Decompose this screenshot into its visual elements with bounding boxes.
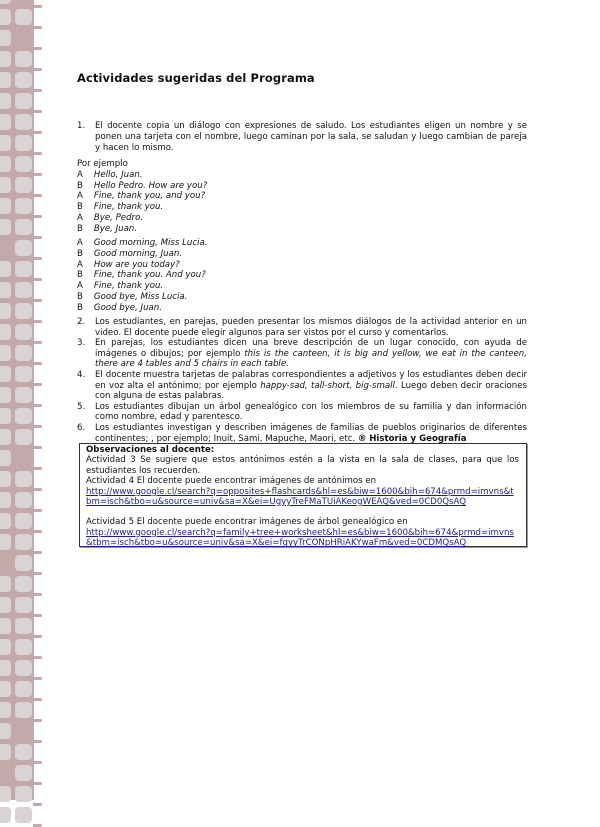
strip-cell [0, 261, 11, 277]
activity-text: Los estudiantes, en parejas, pueden presentar los mismos diálogos de la actividad anterior en un video. El docente puede elegir algunos para ser vistos por el curso y comentarlos. [95, 317, 527, 338]
strip-notch [33, 446, 42, 449]
strip-cell [15, 282, 32, 298]
strip-cell [15, 429, 32, 445]
strip-cell [0, 639, 11, 655]
activity-list-part-2 [77, 317, 527, 444]
strip-cell [15, 303, 32, 319]
strip-cell [15, 9, 32, 25]
teacher-notes-heading: Observaciones al docente: [86, 445, 215, 455]
strip-notch [33, 635, 42, 638]
activity-number: 4. [77, 369, 86, 380]
strip-cell [15, 576, 32, 592]
activity-text: En parejas, los estudiantes dicen una breve descripción de un lugar conocido, con ayuda de imágenes o dibujos; por ejemplo [95, 338, 527, 359]
strip-notch [33, 362, 42, 365]
strip-cell [15, 198, 32, 214]
strip-cell [0, 450, 11, 466]
page-title: Actividades sugeridas del Programa [77, 71, 315, 85]
strip-cell [15, 471, 32, 487]
strip-cell [15, 492, 32, 508]
strip-cell [0, 534, 11, 550]
family-tree-images-link[interactable]: http://www.google.cl/search?q=family+tree+worksheet&hl=es&biw=1600&bih=674&prmd=imvns&tbm=isch&tbo=u&source=univ&sa=X&ei=fgyyTrCONpHRiAKYwaFm&ved=0CDMQsAQ [86, 527, 514, 549]
activity-text: El docente copia un diálogo con expresiones de saludo. Los estudiantes eligen un nombre y se ponen una tarjeta con el nombre, luego caminan por la sala, se saludan y luego cambian de pareja y hacen lo mismo. [95, 121, 527, 153]
dialog-line: A Good morning, Miss Lucia. [77, 238, 208, 248]
strip-notch [33, 5, 42, 8]
strip-cell [15, 513, 32, 529]
dialog-line: B Hello Pedro. How are you? [77, 180, 208, 191]
strip-cell [15, 366, 32, 382]
dialog-line: B Good morning, Juan. [77, 248, 183, 259]
strip-cell [0, 72, 11, 88]
strip-cell [0, 51, 11, 67]
strip-cell [0, 0, 11, 4]
strip-cell [0, 576, 11, 592]
strip-cell [0, 408, 11, 424]
strip-cell [15, 114, 32, 130]
strip-cell [0, 660, 11, 676]
strip-notch [33, 656, 42, 659]
note-activity-5: Actividad 5 El docente puede encontrar imágenes de árbol genealógico en [86, 517, 408, 528]
strip-cell [15, 639, 32, 655]
strip-cell [15, 219, 32, 235]
strip-cell [15, 324, 32, 340]
strip-notch [33, 698, 42, 701]
strip-cell [15, 177, 32, 193]
activity-example-italic: happy-sad, tall-short, big-small [260, 380, 395, 391]
strip-cell [15, 555, 32, 571]
strip-notch [33, 782, 42, 785]
dialog-line: B Fine, thank you. [77, 202, 164, 213]
strip-notch [33, 47, 42, 50]
activity-text: . Luego deben decir oraciones con alguna de estas palabras. [95, 380, 527, 402]
strip-cell [15, 156, 32, 172]
activity-item-3 [77, 338, 527, 370]
strip-cell [15, 72, 32, 88]
strip-cell [0, 702, 11, 718]
strip-cell [0, 492, 11, 508]
strip-cell [15, 261, 32, 277]
dialog-line: A Fine, thank you. [77, 281, 164, 292]
activity-item-4 [77, 370, 527, 402]
activity-list-part-1 [77, 121, 527, 153]
strip-cell [0, 156, 11, 172]
strip-cell [0, 198, 11, 214]
strip-notch [33, 551, 42, 554]
activity-example-italic: this is the canteen, it is big and yellow, we eat in the canteen, there are 4 tables and 5 chairs in each table. [95, 348, 527, 370]
strip-notch [33, 530, 42, 533]
strip-cell [0, 324, 11, 340]
strip-cell [0, 30, 11, 46]
strip-cell [0, 618, 11, 634]
strip-cell [0, 177, 11, 193]
strip-cell [0, 471, 11, 487]
activity-item-2 [77, 317, 527, 338]
strip-notch [33, 803, 42, 806]
strip-notch [33, 341, 42, 344]
strip-notch [33, 761, 42, 764]
strip-notch [33, 257, 42, 260]
strip-cell [15, 534, 32, 550]
subject-reference: Historia y Geografía [369, 433, 467, 444]
strip-cell [0, 597, 11, 613]
activity-text: El docente muestra tarjetas de palabras correspondientes a adjetivos y los estudiantes deben decir en voz alta el antónimo; por ejemplo [95, 369, 527, 391]
strip-notch [33, 320, 42, 323]
dialog-example-1 [77, 159, 207, 235]
activity-item-6 [77, 423, 527, 444]
strip-notch [33, 404, 42, 407]
strip-notch [33, 68, 42, 71]
strip-cell [0, 93, 11, 109]
activity-item-1 [77, 121, 527, 153]
strip-cell [0, 513, 11, 529]
dialog-line: B Good bye, Juan. [77, 302, 162, 313]
strip-notch [33, 299, 42, 302]
strip-cell [0, 681, 11, 697]
dialog-line: B Bye, Juan. [77, 223, 138, 234]
strip-notch [33, 383, 42, 386]
activity-number: 5. [77, 401, 86, 412]
strip-cell [15, 681, 32, 697]
teacher-notes-content [86, 445, 519, 549]
strip-notch [33, 131, 42, 134]
strip-cell [0, 9, 11, 25]
strip-notch [33, 152, 42, 155]
strip-cell [0, 135, 11, 151]
strip-notch [33, 236, 42, 239]
strip-notch [33, 215, 42, 218]
strip-cell [15, 702, 32, 718]
strip-cell [0, 387, 11, 403]
activity-text: Los estudiantes dibujan un árbol genealógico con los miembros de su familia y dan información como nombre, edad y parentesco. [95, 401, 527, 423]
dialog-line: A Fine, thank you, and you? [77, 191, 206, 202]
strip-cell [0, 282, 11, 298]
strip-notch [33, 572, 42, 575]
strip-cell [15, 345, 32, 361]
strip-cell [0, 303, 11, 319]
strip-cell [15, 744, 32, 760]
strip-notch [33, 89, 42, 92]
activity-text: Los estudiantes investigan y describen imágenes de familias de pueblos originarios de diferentes continentes; , por ejemplo; Inuit, Sami, Mapuche, Maori, etc. [95, 422, 527, 444]
dialog-line: B Good bye, Miss Lucia. [77, 291, 188, 302]
strip-notch [33, 488, 42, 491]
dialog-line: A Hello, Juan. [77, 169, 143, 180]
dialog-line: A How are you today? [77, 259, 180, 270]
strip-cell [0, 807, 11, 823]
example-label: Por ejemplo [77, 159, 128, 169]
antonyms-images-link[interactable]: http://www.google.cl/search?q=opposites+flashcards&hl=es&biw=1600&bih=674&prmd=imvns&tbm=isch&tbo=u&source=univ&sa=X&ei=UgyyTreFMaTUiAKeogWEAQ&ved=0CD0QsAQ [86, 486, 514, 508]
strip-cell [15, 408, 32, 424]
activity-number: 2. [77, 317, 86, 327]
strip-cell [0, 723, 11, 739]
strip-notch [33, 719, 42, 722]
strip-cell [0, 366, 11, 382]
strip-notch [33, 173, 42, 176]
strip-notch [33, 26, 42, 29]
strip-notch [33, 278, 42, 281]
decorative-binder-strip [0, 0, 34, 800]
activity-number: 6. [77, 422, 86, 433]
strip-cell [0, 744, 11, 760]
strip-cell [15, 93, 32, 109]
strip-cell [15, 240, 32, 256]
strip-notch [33, 614, 42, 617]
strip-notch [33, 677, 42, 680]
strip-notch [33, 110, 42, 113]
strip-cell [15, 387, 32, 403]
strip-notch [33, 425, 42, 428]
activity-number: 1. [77, 121, 86, 131]
strip-notch [33, 467, 42, 470]
strip-cell [0, 219, 11, 235]
strip-cell [15, 660, 32, 676]
strip-cell [0, 114, 11, 130]
dialog-line: A Bye, Pedro. [77, 212, 144, 223]
strip-notch [33, 593, 42, 596]
strip-notch [33, 509, 42, 512]
strip-cell [0, 429, 11, 445]
subject-link-icon: ® [357, 433, 367, 444]
strip-notch [33, 740, 42, 743]
strip-cell [0, 345, 11, 361]
strip-cell [15, 765, 32, 781]
note-activity-3: Actividad 3 Se sugiere que estos antónimos estén a la vista en la sala de clases, para que los estudiantes los recuerden. [86, 455, 519, 476]
strip-cell [15, 618, 32, 634]
strip-cell [15, 597, 32, 613]
strip-cell [15, 51, 32, 67]
strip-notch [33, 194, 42, 197]
activity-number: 3. [77, 338, 86, 349]
strip-cell [15, 135, 32, 151]
dialog-line: B Fine, thank you. And you? [77, 270, 206, 281]
dialog-example-2 [77, 238, 207, 314]
note-activity-4: Actividad 4 El docente puede encontrar imágenes de antónimos en [86, 476, 377, 487]
activity-item-5 [77, 402, 527, 423]
strip-cell [15, 807, 32, 823]
